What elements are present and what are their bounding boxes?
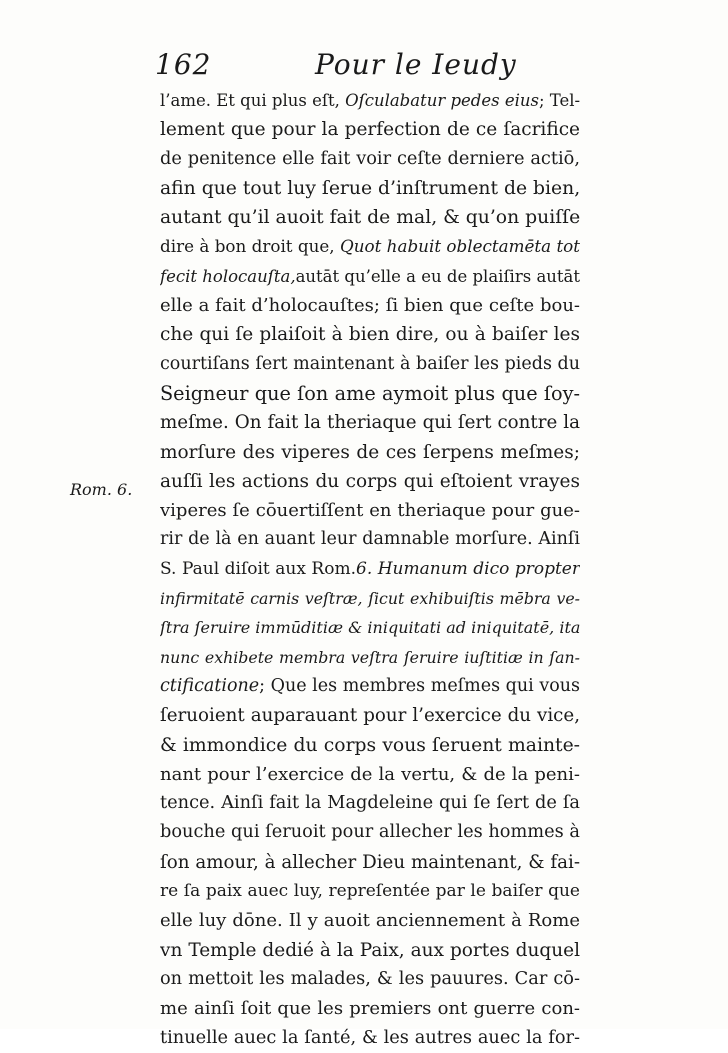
text-run: re ſa paix auec luy, repreſentée par le baiſer que xyxy=(160,881,580,902)
latin-quotation: fecit holocauſta, xyxy=(160,266,296,286)
text-run: dire à bon droit que, xyxy=(160,236,340,257)
text-line xyxy=(160,320,580,349)
text-run: S. Paul diſoit aux Rom. xyxy=(160,558,356,579)
latin-quotation: infirmitatē carnis veſtræ, ſicut exhibuiſtis mēbra ve- xyxy=(160,589,580,609)
text-run: courtiſans ſert maintenant à baiſer les pieds du xyxy=(160,353,580,374)
text-run: che qui ſe plaiſoit à bien dire, ou à baiſer les xyxy=(160,324,580,346)
text-line xyxy=(160,760,580,789)
text-line xyxy=(160,936,580,965)
text-line xyxy=(160,643,580,672)
latin-quotation: ctificatione xyxy=(160,675,260,696)
text-line xyxy=(160,731,580,760)
text-run: ; Tel- xyxy=(538,91,580,110)
text-run: afin que tout luy ſerue d’inſtrument de bien, xyxy=(160,177,580,199)
text-line xyxy=(160,203,580,232)
latin-quotation: Quot habuit oblectamēta tot xyxy=(340,236,580,257)
text-line xyxy=(160,994,580,1023)
text-run: auſſi les actions du corps qui eſtoient vrayes xyxy=(160,470,580,492)
text-line xyxy=(160,467,580,496)
text-run: Seigneur que ſon ame aymoit plus que ſoy- xyxy=(160,381,580,405)
page-number: 162 xyxy=(155,48,212,81)
text-line xyxy=(160,86,580,115)
text-line xyxy=(160,848,580,877)
text-line xyxy=(160,291,580,320)
text-line xyxy=(160,262,580,291)
text-run: meſme. On fait la theriaque qui ſert contre la xyxy=(160,412,580,434)
text-run: on mettoit les malades, & les pauures. Car cō- xyxy=(160,968,580,989)
text-run: ; Que les membres meſmes qui vous xyxy=(259,675,580,696)
text-line xyxy=(160,877,580,906)
text-line xyxy=(160,115,580,144)
text-line xyxy=(160,584,580,613)
text-run: tence. Ainſi fait la Magdeleine qui ſe ſert de ſa xyxy=(160,793,580,814)
text-line xyxy=(160,350,580,379)
text-line xyxy=(160,379,580,408)
text-line xyxy=(160,525,580,554)
text-run: ſeruoient auparauant pour l’exercice du vice, xyxy=(160,705,580,727)
text-run: morſure des viperes de ces ſerpens meſmes; xyxy=(160,441,580,463)
text-run: de penitence elle fait voir ceſte derniere actiō, xyxy=(160,148,580,169)
text-run: l’ame. Et qui plus eſt, xyxy=(160,91,346,110)
text-line xyxy=(160,496,580,525)
latin-quotation: 6. Humanum dico propter xyxy=(356,558,580,579)
latin-quotation: ſtra ſeruire immūditiæ & iniquitati ad iniquitatē, ita xyxy=(160,618,580,638)
text-run: ſon amour, à allecher Dieu maintenant, & fai- xyxy=(160,851,580,873)
text-line xyxy=(160,818,580,847)
text-run: elle luy dōne. Il y auoit anciennement à Rome xyxy=(160,910,580,932)
text-run: rir de là en auant leur damnable morſure. Ainſi xyxy=(160,529,580,550)
latin-quotation: Oſculabatur pedes eius xyxy=(345,91,539,110)
text-line xyxy=(160,408,580,437)
body-text xyxy=(160,86,580,1053)
text-line xyxy=(160,438,580,467)
text-run: nant pour l’exercice de la vertu, & de la peni- xyxy=(160,763,580,785)
text-run: vn Temple dedié à la Paix, aux portes duquel xyxy=(160,939,580,961)
text-run: autāt qu’elle a eu de plaiſirs autāt xyxy=(295,266,580,286)
marginal-note: Rom. 6. xyxy=(70,480,133,499)
text-line xyxy=(160,145,580,174)
text-line xyxy=(160,1024,580,1053)
text-line xyxy=(160,701,580,730)
running-title: Pour le Ieudy xyxy=(315,48,517,81)
latin-quotation: nunc exhibete membra veſtra ſeruire iuſtitiæ in ſan- xyxy=(160,647,580,667)
text-line xyxy=(160,613,580,642)
text-line xyxy=(160,789,580,818)
running-head xyxy=(155,48,575,88)
text-run: tinuelle auec la ſanté, & les autres auec la for- xyxy=(160,1027,580,1048)
text-line xyxy=(160,906,580,935)
text-run: & immondice du corps vous ſeruent mainte- xyxy=(160,734,580,756)
text-line xyxy=(160,174,580,203)
text-line xyxy=(160,672,580,701)
text-line xyxy=(160,965,580,994)
text-run: elle a fait d’holocauſtes; ſi bien que ceſte bou- xyxy=(160,295,580,317)
text-line xyxy=(160,555,580,584)
text-line xyxy=(160,232,580,261)
text-run: me ainſi ſoit que les premiers ont guerre con- xyxy=(160,998,580,1020)
text-run: viperes ſe cōuertiſſent en theriaque pour gue- xyxy=(160,500,580,522)
text-run: bouche qui ſeruoit pour allecher les hommes à xyxy=(160,822,580,843)
text-run: autant qu’il auoit fait de mal, & qu’on puiſſe xyxy=(160,207,580,229)
text-run: lement que pour la perfection de ce ſacrifice xyxy=(160,119,580,141)
